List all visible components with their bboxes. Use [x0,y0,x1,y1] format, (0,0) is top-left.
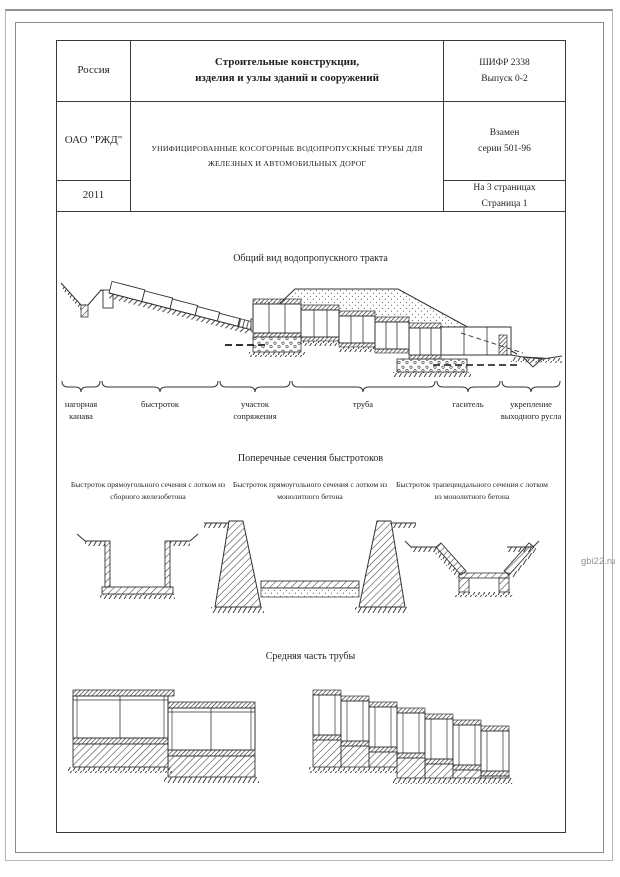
section-monolithic-trapezoid [405,541,539,597]
replaces-cell [444,102,565,181]
organization-cell [57,102,131,181]
year-cell [57,181,131,212]
title-block [57,41,565,212]
doc-title: УНИФИЦИРОВАННЫЕ КОСОГОРНЫЕ ВОДОПРОПУСКНЫЕ ТРУБЫ ДЛЯ ЖЕЛЕЗНЫХ И АВТОМОБИЛЬНЫХ ДОРОГ [151,144,423,168]
figure2-drawing [57,517,564,642]
code-line2: Выпуск 0-2 [481,74,528,84]
series-title-cell [131,41,444,102]
watermark-text: gbi22.ru [581,556,616,567]
figure3-title: Средняя часть трубы [265,651,356,662]
year-label: 2011 [82,189,105,202]
label-outlet: укрепление выходного русла [500,399,562,421]
label-upland-ditch: нагорная канава [64,399,98,421]
figure2-title: Поперечные сечения быстротоков [237,453,384,464]
drawings-area [57,213,564,832]
outlet-protection [511,355,562,367]
replaces-line1: Взамен [489,127,520,138]
caption-monolithic-trapezoid: Быстроток трапецеидального сечения с лотком из монолитного бетона [396,480,548,501]
label-chute: быстроток [141,399,179,409]
country-label: Россия [77,64,110,77]
chute [108,281,254,334]
pages-line2: Страница 1 [481,199,528,209]
code-cell [444,41,565,102]
content-box [56,40,566,833]
label-transition: участок сопряжения [233,399,277,421]
section-precast-rect [77,534,198,599]
label-pipe: труба [352,399,374,409]
label-damper: гаситель [452,399,484,409]
upland-ditch-terrain [61,283,113,317]
code-line1: ШИФР 2338 [479,57,530,68]
doc-title-cell [131,102,444,212]
replaces-line2: серии 501-96 [478,144,531,154]
organization-label: ОАО "РЖД" [64,134,123,147]
pipe-middle-small-segments [309,690,513,784]
figure3-drawing [57,675,564,823]
series-title-line1: Строительные конструкции, [214,56,360,69]
figure1-drawing [57,277,564,377]
caption-monolithic-rect: Быстроток прямоугольного сечения с лотком из монолитного бетона [232,480,388,501]
series-title-line2: изделия и узлы зданий и сооружений [195,72,379,84]
figure1-title: Общий вид водопропускного тракта [233,253,388,264]
pipe-middle-large-segments [68,690,259,783]
figure1-braces [57,379,564,395]
country-cell [57,41,131,102]
caption-precast-rect: Быстроток прямоугольного сечения с лотком из сборного железобетона [70,480,226,501]
pages-line1: На 3 страницах [473,182,536,193]
section-monolithic-rect [204,521,416,613]
pages-cell [444,181,565,212]
